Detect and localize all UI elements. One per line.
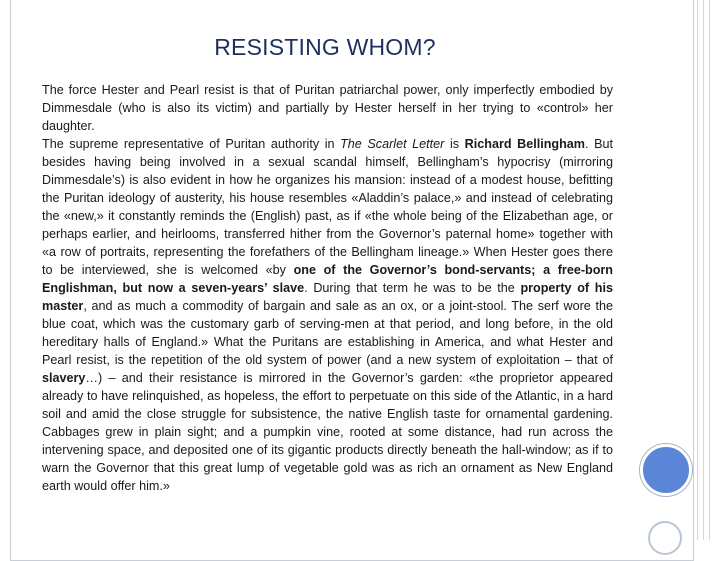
book-title: The Scarlet Letter (340, 137, 445, 151)
decorative-circle-outline (648, 521, 682, 555)
body-text-run: . But besides having being involved in a sexual scandal himself, Bellingham’s hypocrisy (mirroring Dimmesdale’s) is also evident in how he organizes his mansion: instead of a modest house, befitting the Puritan ideology of austerity, his house resembles «Aladdin’s palace,» and instead of celebrating the «new,» it constantly reminds the (English) past, as if «the whole being of the Elizabethan age, or perhaps earlier, and heirlooms, transferred hither from the Governor’s paternal home» together with «a row of portraits, representing the forefathers of the Bellingham lineage.» When Hester goes there to be interviewed, she is welcomed «by (42, 137, 614, 277)
decorative-line (703, 0, 704, 540)
body-text-run: The supreme representative of Puritan authority in (42, 137, 341, 151)
decorative-line (697, 0, 698, 540)
body-text-run: …) – and their resistance is mirrored in the Governor’s garden: «the proprietor appeared already to have relinquished, as hopeless, the effort to perpetuate on this side of the Atlantic, in a hard soil and amid the close struggle for subsistence, the native English taste for ornamental gardening. Cabbages grew in plain sight; and a pumpkin vine, rooted at some distance, had run across the intervening space, and deposited one of its gigantic products directly beneath the hall-window; as if to warn the Governor that this great lump of vegetable gold was as rich an ornament as New England earth would offer him.» (42, 371, 613, 493)
bold-word: slavery (42, 371, 86, 385)
slide-title: RESISTING WHOM? (214, 34, 436, 60)
body-text-run: , and as much a commodity of bargain and sale as an ox, or a joint-stool. The serf wore the blue coat, which was the customary garb of serving-men at that period, and long before, in the old hereditary halls of England.» What the Puritans are establishing in America, and what Hester and Pearl resist, is the repetition of the old system of power (and a new system of exploitation – that of (42, 299, 613, 367)
body-text-run: is (444, 137, 465, 151)
bold-name: Richard Bellingham (464, 137, 586, 151)
body-paragraph-1: The force Hester and Pearl resist is that of Puritan patriarchal power, only imperfectly embodied by Dimmesdale (who is also its victim) and partially by Hester herself in her trying to «control» her daughter. (42, 83, 613, 133)
decorative-circle (640, 444, 692, 496)
body-text-run: . During that term he was to be the (304, 281, 521, 295)
decorative-line (709, 0, 710, 540)
bold-phrase: property of his master (42, 281, 613, 313)
slide-body (42, 81, 613, 495)
bold-quote: one of the Governor’s bond-servants; a free-born Englishman, but now a seven-years’ slave (42, 263, 613, 295)
